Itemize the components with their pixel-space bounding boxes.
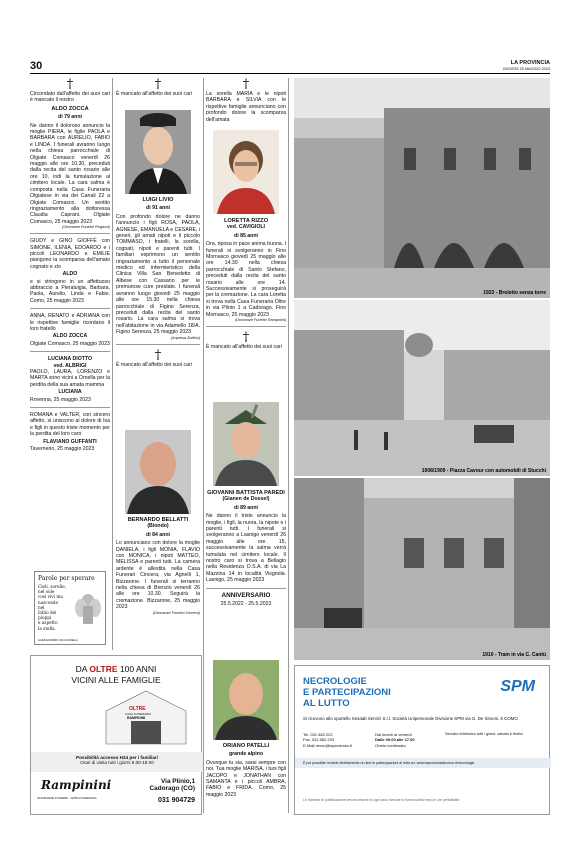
deceased-nickname: (Biondo) xyxy=(147,523,169,530)
cross-icon: † xyxy=(154,77,162,92)
deceased-name: FLAVIANO GUFFANTI xyxy=(43,438,97,445)
deceased-age: di 79 anni xyxy=(58,114,82,121)
deceased-name: ALDO xyxy=(62,271,78,278)
poem-lines: Cieli, sorelle, nel sole così vivi ma nascondo nel follio dei pioppi e aspetto la stella. xyxy=(38,584,66,631)
deceased-age: di 84 anni xyxy=(146,531,170,538)
notice-body: GIUDY e GINO GIOFFÈ con SIMONE, ILENIA, EDOARDO e i piccoli LEONARDO e EMILIE piangono la scomparsa dell'amato cognato e zio xyxy=(30,238,110,270)
funeral-agency: (Onoranze Funebri Regazzi) xyxy=(62,225,110,230)
anniversary-dates: 25.5.2022 - 25.5.2023 xyxy=(220,601,272,608)
notice-body: ROMANA e VALTER, con sincero affetto, si uniscono al dolore di Isa e figli in questo triste momento per la perdita del loro caro xyxy=(30,412,110,438)
spm-online: È poi possibile inviarlo direttamente on-line le partecipazioni al lutto su: www.laprovinciadicomo.it/necrologie xyxy=(303,761,475,765)
notice-body: Ne danno il triste annuncio la moglie, i figli, la nuora, la nipote e i parenti tutti. I funerali si svolgeranno a Lasnigo venerdì 26 maggio alle ore 15, successivamente la salma verrà tumulata nel cimitero locale. Il nostro caro si trova a Bellagio nella Residenza O.S.A. di via La Mazzina 14 in località Visgnola. Lasnigo, 25 maggio 2023 xyxy=(206,513,286,584)
issue-date: GIOVEDÌ 25 MAGGIO 2023 xyxy=(502,67,550,71)
newspaper-name: LA PROVINCIA xyxy=(510,60,550,66)
column-separator xyxy=(112,78,113,650)
historic-photo-tram xyxy=(294,478,550,660)
deceased-name: GIOVANNI BATTISTA PAREDI xyxy=(207,490,285,496)
spm-logo: SPM xyxy=(500,678,535,695)
obituary-column-3-body-b xyxy=(206,490,286,610)
photo-caption: 1908/1909 - Piazza Cavour con automobili di Stucchi xyxy=(421,468,546,474)
anniversary-title: ANNIVERSARIO xyxy=(221,591,271,599)
deceased-name: ALDO ZOCCA xyxy=(51,105,89,112)
obituary-column-2-body-b xyxy=(116,517,200,615)
cross-icon: † xyxy=(242,77,250,92)
poem-title: Parole per sperare xyxy=(38,575,95,582)
notice-place: Tavernerio, 25 maggio 2023 xyxy=(30,446,95,453)
spm-footer: Le richieste di pubblicazione devono essere in ogni caso ricevute in forma scritta entro le ore prestabilite. xyxy=(303,798,461,802)
deceased-name: BERNARDO BELLATTI xyxy=(127,517,189,523)
deceased-photo xyxy=(213,130,279,214)
deceased-name: ORIANO PATELLI xyxy=(222,743,270,749)
funeral-home-ad xyxy=(30,655,202,815)
deceased-age: di 85 anni xyxy=(234,232,258,239)
ad-note: Possibilità accesso H24 per i familiari xyxy=(76,755,158,760)
spm-phone-service: Servizio telefonico tutti i giorni: sabato e festivi xyxy=(445,732,523,736)
obituary-column-1 xyxy=(30,78,110,453)
obituary-column-3-body-c xyxy=(206,743,286,798)
ad-headline: DA OLTRE 100 ANNI xyxy=(75,664,157,674)
deceased-name: LUCIANA xyxy=(58,389,82,396)
spm-title: NECROLOGIE E PARTECIPAZIONI AL LUTTO xyxy=(303,676,391,709)
funeral-agency: (Onoranze Funebri Cincera) xyxy=(152,610,200,615)
obituary-column-3 xyxy=(206,78,286,123)
cross-icon: † xyxy=(154,347,162,363)
funeral-home-building xyxy=(101,686,191,746)
deceased-photo xyxy=(213,660,279,740)
notice-body: Lo annunciano con dolore la moglie DANIELA, i figli MONIA, FLAVIO con MONICA, i nipoti MATTEO, MELISSA e parenti tutti. La camera ardente è allestita nella Casa Funerari Cincera, via Agnelli 1, Bizzarone. I funerali si terranno nella chiesa di Brenzio venerdì 26 alle ore 10.30. Seguirà la cremazione. Bizzarone, 25 maggio 2023 xyxy=(116,540,200,611)
notice-body: PAOLO, LAURA, LORENZO e MARTA sono vicini a Ornella per la perdita della sua amata mamma xyxy=(30,369,110,388)
notice-intro: È mancato all'affetto dei suoi cari xyxy=(206,344,282,351)
house-subtitle: CASA FUNERARIA xyxy=(125,712,152,716)
obituary-column-2-body xyxy=(116,197,200,368)
cross-icon: † xyxy=(66,77,74,92)
photo-caption: 1923 - Broletto senza torre xyxy=(483,290,546,296)
historic-photo-piazza-cavour xyxy=(294,300,550,476)
spm-ad xyxy=(294,665,550,815)
ad-phone: 031 904729 xyxy=(158,797,195,804)
ad-logo-subtitle: ONORANZE FUNEBRI - ARTE FUNERARIA xyxy=(37,796,97,800)
deceased-subtitle: ved. CAVIGIOLI xyxy=(227,224,265,231)
deceased-subtitle: grande alpino xyxy=(228,751,263,758)
obituary-column-2 xyxy=(116,78,200,97)
notice-body: Con profondo dolore ne danno l'annuncio i figli ROSA, PAOLA, AGNESE, EMANUELA e CESARE, i generi, gli amati nipoti e il piccolo TOMMASO, i fratelli, la sorella, cognati, nipoti e parenti tutti. I familiari esprimono un sentito ringraziamento a tutto il personale medico ed infermieristico della Clinica Villa San Benedetto di Albese con Cassano per le premurose cure prestate. I funerali avranno luogo giovedì 25 maggio alle ore 15.30 nella chiesa parrocchiale di Figino Serenza, preceduti dalla recita del santo rosario. La cara salma si trova nell'abitazione in via Adamello 18/A. Figino Serenza, 25 maggio 2023 xyxy=(116,213,200,336)
notice-place: Rovenna, 25 maggio 2023 xyxy=(30,396,91,403)
notice-intro: Circondato dall'affetto dei suoi cari è mancato il nostro xyxy=(30,91,110,104)
deceased-photo xyxy=(125,430,191,514)
funeral-agency: (Onoranze Funebri Rampinini) xyxy=(234,318,286,323)
header-rule xyxy=(30,73,550,74)
poem-author: ALESSANDRO ZUCCARELLI xyxy=(38,638,79,642)
spm-hours: Dal lunedì al venerdì Dalle 09.00 alle 17.00 Orario continuato xyxy=(375,732,415,748)
photo-caption: 1910 - Tram in via C. Cantù xyxy=(482,652,546,658)
deceased-name: LORETTA RIZZO xyxy=(223,218,269,224)
historic-photo-broletto xyxy=(294,78,550,298)
deceased-age: di 89 anni xyxy=(234,504,258,511)
ad-logo: Rampinini xyxy=(41,778,112,792)
notice-place: Olgiate Comasco, 25 maggio 2023 xyxy=(30,340,110,347)
notice-body: e si stringono in un affettuoso abbraccio a Pieraluigia, Barbara, Paola, Aurelio, Linda e Fabio. Como, 25 maggio 2023 xyxy=(30,278,110,304)
notice-body: Ora, riposa in pace anima buona. I funerali si svolgeranno in Fino Mornasco giovedì 25 maggio alle ore 14.30 nella chiesa parrocchiale di Santo Stefano, preceduti dalla recita del santo rosario alle ore 14. Successivamente si proseguirà per la cremazione. La cara Loretta si trova nella Casa Funeraria Oltre in via Plinio 1 a Cadorago. Fino Mornasco, 25 maggio 2023 xyxy=(206,241,286,318)
column-separator xyxy=(203,78,204,813)
deceased-photo xyxy=(125,110,191,194)
page-number: 30 xyxy=(30,60,43,72)
cross-icon: † xyxy=(242,330,250,346)
ad-address: Via Plinio,1 Cadorago (CO) xyxy=(149,778,195,792)
ad-subheadline: VICINI ALLE FAMIGLIE xyxy=(71,675,161,685)
deceased-subtitle: ved. ALBRIGI xyxy=(53,362,87,369)
notice-intro: È mancato all'affetto dei suoi cari xyxy=(116,91,192,97)
spm-office: Si ricevono allo sportello Sesaab Servizi S.r.l. Società Unipersonale Divisione SPM via G. De Simoni, 6 COMO xyxy=(303,716,518,721)
notice-body: La sorella MARIA e le nipoti BARBARA e SILVIA con le rispettive famiglie annunciano con profondo dolore la scomparsa dell'amata xyxy=(206,91,286,123)
house-brand: OLTRE xyxy=(129,706,146,712)
funeral-agency: (Impresa Zottino) xyxy=(171,335,200,340)
notice-intro: È mancato all'affetto dei suoi cari xyxy=(116,361,192,368)
spm-online-band xyxy=(295,758,551,768)
deceased-photo xyxy=(213,402,279,486)
poem-box xyxy=(34,571,106,645)
column-separator xyxy=(288,78,289,813)
angel-illustration xyxy=(75,590,101,626)
house-name: RAMPININI xyxy=(127,716,146,720)
deceased-name: LUCIANA DIOTTO xyxy=(47,356,93,363)
obituary-column-3-body xyxy=(206,218,286,351)
notice-body: Ovunque tu sia, sarai sempre con noi. Tua moglie MARISA, i tuoi figli JACOPO e JONATHAN con SAMANTA e i piccoli AMBRA, FABIO e FRIDA. Como, 25 maggio 2023 xyxy=(206,759,286,798)
deceased-name: ALDO ZOCCA xyxy=(52,333,88,340)
notice-body: Ne danno il doloroso annuncio la moglie PIERA, le figlie PAOLA e BARBARA con AURELIO, FABIO e LINDA. I funerali avranno luogo nella chiesa parrocchiale di Olgiate Comasco venerdì 26 maggio alle ore 10.30, preceduti dalla recita del santo rosario alle ore 10, indi la tumulazione al cimitero locale. La cara salma è composta nella Casa Funeraria Olgiatese in via dei Canali 22 a Olgiate Comasco. Un sentito ringraziamento alla dottoressa Claudia Caprani. Olgiate Comasco, 25 maggio 2023 xyxy=(30,122,110,225)
deceased-age: di 91 anni xyxy=(146,205,170,212)
notice-body: ANNA, RENATO e ADRIANA con le rispettive famiglie ricordano il loro fratello xyxy=(30,313,110,332)
ad-note: Orari di visita tutti i giorni 8.00-18.00 xyxy=(80,760,154,765)
deceased-nickname: (Gianen de Dossel) xyxy=(222,496,270,503)
spm-contacts: Tel. 031.582.222 Fax. 031.582.233 E-Mail necro@laprovincia.it xyxy=(303,732,352,748)
ad-note-band xyxy=(31,752,203,772)
deceased-name: LUIGI LIVIO xyxy=(142,197,174,203)
